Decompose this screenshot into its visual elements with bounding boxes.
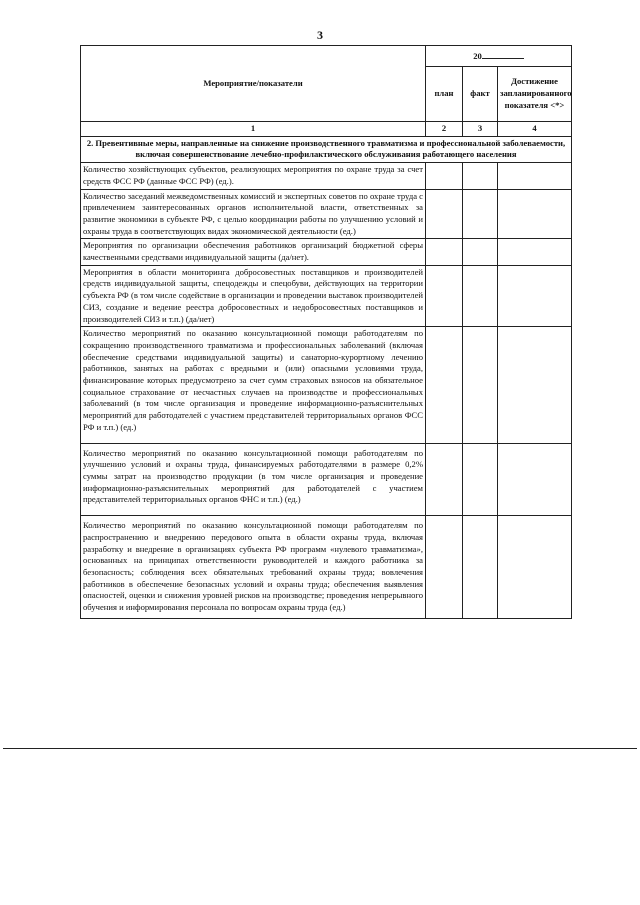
plan-cell[interactable]	[426, 163, 463, 189]
achievement-cell[interactable]	[498, 189, 572, 239]
column-number-row	[81, 122, 572, 137]
fact-cell[interactable]	[463, 516, 498, 619]
col-number-4: 4	[498, 122, 572, 137]
row-text: Количество мероприятий по оказанию консультационной помощи работодателям по улучшению условий и охраны труда, финансируемых работодателями в размере 0,2% суммы затрат на производство продукции (в том числе организация и проведение информационно-разъяснительных мероприятий для работодателей с участием представителей территориальных органов ФНС и т.п.) (ед.)	[81, 443, 426, 516]
plan-cell[interactable]	[426, 516, 463, 619]
header-achievement: Достижение запланированного показателя <*>	[498, 67, 572, 122]
row-text: Количество хозяйствующих субъектов, реализующих мероприятия по охране труда за счет средств ФСС РФ (данные ФСС РФ) (ед.).	[81, 163, 426, 189]
indicators-table	[80, 45, 572, 619]
fact-cell[interactable]	[463, 327, 498, 443]
footer-divider	[3, 748, 637, 749]
header-plan: план	[426, 67, 463, 122]
year-label: 20	[473, 51, 482, 62]
header-row-1	[81, 46, 572, 67]
plan-cell[interactable]	[426, 189, 463, 239]
row-text: Количество мероприятий по оказанию консультационной помощи работодателям по распространению и внедрению передового опыта в области охраны труда, включая разработку и внедрение в организациях субъекта РФ программ «нулевого травматизма», основанных на принципах ответственности руководителей и каждого работника за безопасность; соблюдения всех обязательных требований охраны труда; вовлечения работников в обеспечение безопасных условий и охраны труда; обеспечения выявления опасностей, оценки и снижения уровней рисков на производстве; проведения непрерывного обучения и информирования персонала по вопросам охраны труда (ед.)	[81, 516, 426, 619]
achievement-cell[interactable]	[498, 443, 572, 516]
plan-cell[interactable]	[426, 443, 463, 516]
row-text: Мероприятия по организации обеспечения работников организаций бюджетной сферы качественными средствами индивидуальной защиты (да/нет).	[81, 239, 426, 265]
achievement-cell[interactable]	[498, 239, 572, 265]
col-number-1: 1	[81, 122, 426, 137]
plan-cell[interactable]	[426, 327, 463, 443]
achievement-cell[interactable]	[498, 516, 572, 619]
header-fact: факт	[463, 67, 498, 122]
table-row	[81, 189, 572, 239]
plan-cell[interactable]	[426, 265, 463, 327]
fact-cell[interactable]	[463, 265, 498, 327]
fact-cell[interactable]	[463, 189, 498, 239]
achievement-cell[interactable]	[498, 163, 572, 189]
table-row	[81, 163, 572, 189]
row-text: Мероприятия в области мониторинга добросовестных поставщиков и производителей средств индивидуальной защиты, спецодежды и спецобуви, действующих на территории субъекта РФ (в том числе содействие в организации и проведении выставок производителей СИЗ, создание и ведение реестра добросовестных и недобросовестных поставщиков и производителей СИЗ и т.п.) (да/нет)	[81, 265, 426, 327]
header-title: Мероприятие/показатели	[81, 46, 426, 122]
row-text: Количество мероприятий по оказанию консультационной помощи работодателям по сокращению производственного травматизма и профессиональных заболеваний (включая обеспечение средствами индивидуальной защиты) и санаторно-курортному лечению работников, занятых на работах с вредными и (или) опасными условиями труда, финансирование которых предусмотрено за счет сумм страховых взносов на обязательное социальное страхование от несчастных случаев на производстве и профессиональных заболеваний (в том числе организация и проведение информационно-разъяснительных мероприятий для работодателей с участием представителей территориальных органов ФСС РФ и т.п.) (ед.)	[81, 327, 426, 443]
col-number-3: 3	[463, 122, 498, 137]
col-number-2: 2	[426, 122, 463, 137]
table-row	[81, 239, 572, 265]
fact-cell[interactable]	[463, 239, 498, 265]
table-row	[81, 265, 572, 327]
table-row	[81, 443, 572, 516]
year-blank-line	[482, 49, 524, 59]
table-row	[81, 516, 572, 619]
achievement-cell[interactable]	[498, 327, 572, 443]
page-number: 3	[317, 28, 323, 42]
section-row	[81, 136, 572, 162]
table-row	[81, 327, 572, 443]
section-title: 2. Превентивные меры, направленные на снижение производственного травматизма и профессиональной заболеваемости, включая совершенствование лечебно-профилактического обслуживания работающего населения	[81, 136, 572, 162]
fact-cell[interactable]	[463, 443, 498, 516]
header-year	[426, 46, 572, 67]
row-text: Количество заседаний межведомственных комиссий и экспертных советов по охране труда с привлечением заинтересованных органов исполнительной власти, ответственных за развитие экономики в субъекте РФ, с целью координации работы по улучшению условий и охраны труда в соответствующих видах экономической деятельности (ед.)	[81, 189, 426, 239]
achievement-cell[interactable]	[498, 265, 572, 327]
fact-cell[interactable]	[463, 163, 498, 189]
plan-cell[interactable]	[426, 239, 463, 265]
